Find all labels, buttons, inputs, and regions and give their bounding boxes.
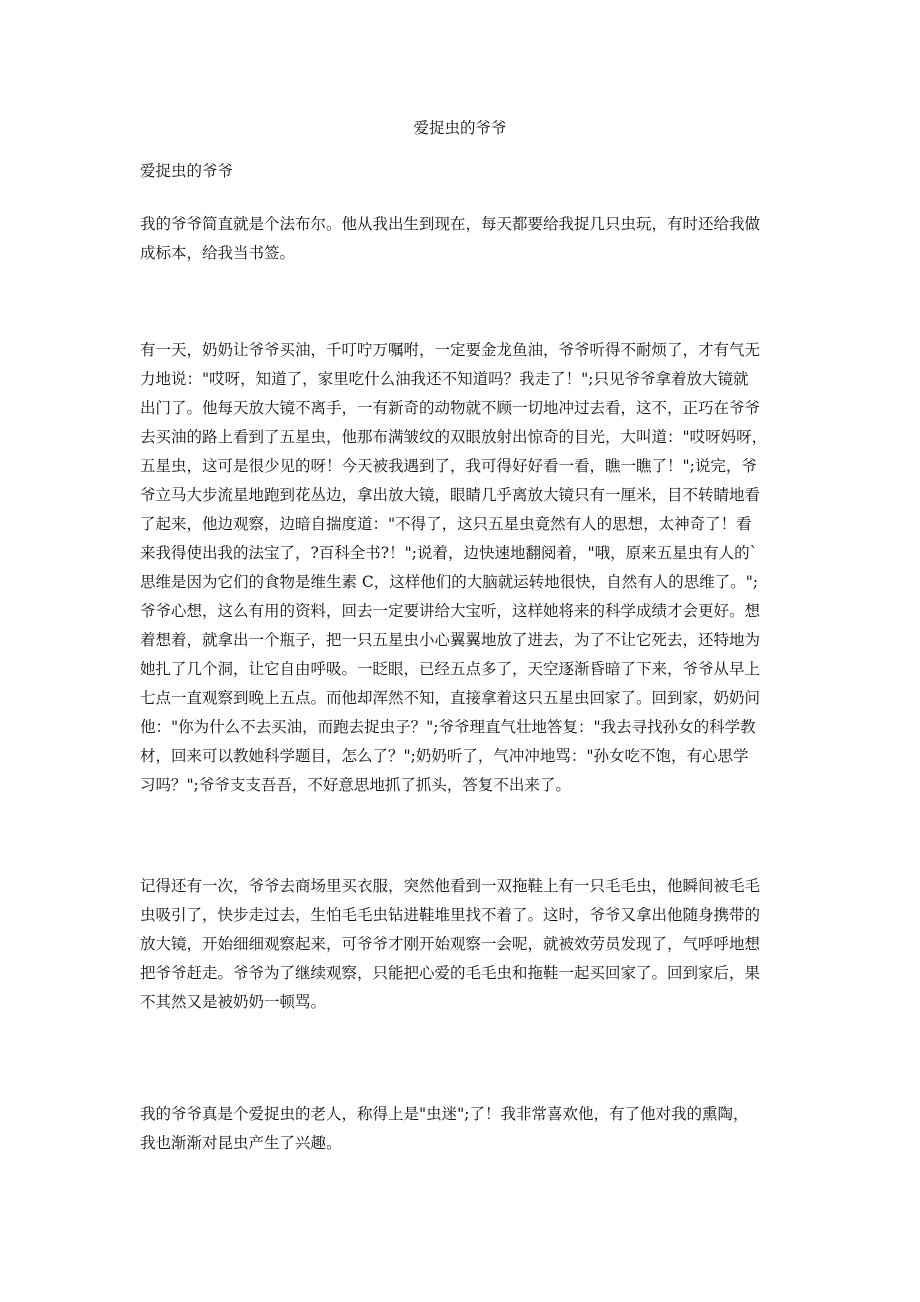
text-line: 去买油的路上看到了五星虫，他那布满皱纹的双眼放射出惊奇的目光，大叫道："哎呀妈呀， (140, 428, 768, 446)
text-line: 我的爷爷真是个爱捉虫的老人，称得上是"虫迷";了！我非常喜欢他，有了他对我的熏陶， (140, 1105, 749, 1123)
text-line: 记得还有一次，爷爷去商场里买衣服，突然他看到一双拖鞋上有一只毛毛虫，他瞬间被毛毛 (140, 877, 761, 895)
text-line: 他："你为什么不去买油，而跑去捉虫子？";爷爷理直气壮地答复："我去寻找孙女的科学教 (140, 718, 756, 736)
text-line: 七点一直观察到晚上五点。而他却浑然不知，直接拿着这只五星虫回家了。回到家，奶奶问 (140, 689, 761, 707)
text-line: 了起来，他边观察，边暗自揣度道："不得了，这只五星虫竟然有人的思想，太神奇了！看 (140, 515, 752, 533)
text-line: 不其然又是被奶奶一顿骂。 (140, 993, 327, 1011)
text-line: 虫吸引了，快步走过去，生怕毛毛虫钻进鞋堆里找不着了。这时，爷爷又拿出他随身携带的 (140, 906, 761, 924)
text-line: 来我得使出我的法宝了，?百科全书?！";说着，边快速地翻阅着，"哦，原来五星虫有人的` (140, 544, 758, 562)
text-line: 五星虫，这可是很少见的呀！今天被我遇到了，我可得好好看一看，瞧一瞧了！";说完，爷 (140, 457, 757, 475)
text-line: 力地说："哎呀，知道了，家里吃什么油我还不知道吗？我走了！";只见爷爷拿着放大镜就 (140, 370, 749, 388)
text-line: 着想着，就拿出一个瓶子，把一只五星虫小心翼翼地放了进去，为了不让它死去，还特地为 (140, 631, 761, 649)
text-line: 我的爷爷简直就是个法布尔。他从我出生到现在，每天都要给我捉几只虫玩，有时还给我做 (140, 215, 761, 233)
text-line: 她扎了几个洞，让它自由呼吸。一眨眼，已经五点多了，天空逐渐昏暗了下来，爷爷从早上 (140, 660, 761, 678)
text-line: 爷爷心想，这么有用的资料，回去一定要讲给大宝听，这样她将来的科学成绩才会更好。想 (140, 602, 761, 620)
document-subtitle: 爱捉虫的爷爷 (140, 162, 234, 180)
document-title: 爱捉虫的爷爷 (413, 119, 507, 137)
text-line: 思维是因为它们的食物是维生素 C，这样他们的大脑就运转地很快，自然有人的思维了。"; (140, 573, 759, 591)
text-line: 出门了。他每天放大镜不离手，一有新奇的动物就不顾一切地冲过去看，这不，正巧在爷爷 (140, 399, 761, 417)
text-line: 成标本，给我当书签。 (140, 244, 296, 262)
text-line: 把爷爷赶走。爷爷为了继续观察，只能把心爱的毛毛虫和拖鞋一起买回家了。回到家后，果 (140, 964, 761, 982)
text-line: 材，回来可以教她科学题目，怎么了？";奶奶听了，气冲冲地骂："孙女吃不饱，有心思学 (140, 747, 749, 765)
text-line: 爷立马大步流星地跑到花丛边，拿出放大镜，眼睛几乎离放大镜只有一厘米，目不转睛地看 (140, 486, 761, 504)
text-line: 有一天，奶奶让爷爷买油，千叮咛万嘱咐，一定要金龙鱼油，爷爷听得不耐烦了，才有气无 (140, 341, 761, 359)
paragraph-2 (140, 339, 790, 803)
text-line: 习吗？";爷爷支支吾吾，不好意思地抓了抓头，答复不出来了。 (140, 776, 571, 794)
paragraph-1 (140, 213, 790, 271)
paragraph-4 (140, 1103, 790, 1161)
text-line: 我也渐渐对昆虫产生了兴趣。 (140, 1134, 342, 1152)
paragraph-3 (140, 875, 790, 1020)
text-line: 放大镜，开始细细观察起来，可爷爷才刚开始观察一会呢，就被效劳员发现了，气呼呼地想 (140, 935, 761, 953)
